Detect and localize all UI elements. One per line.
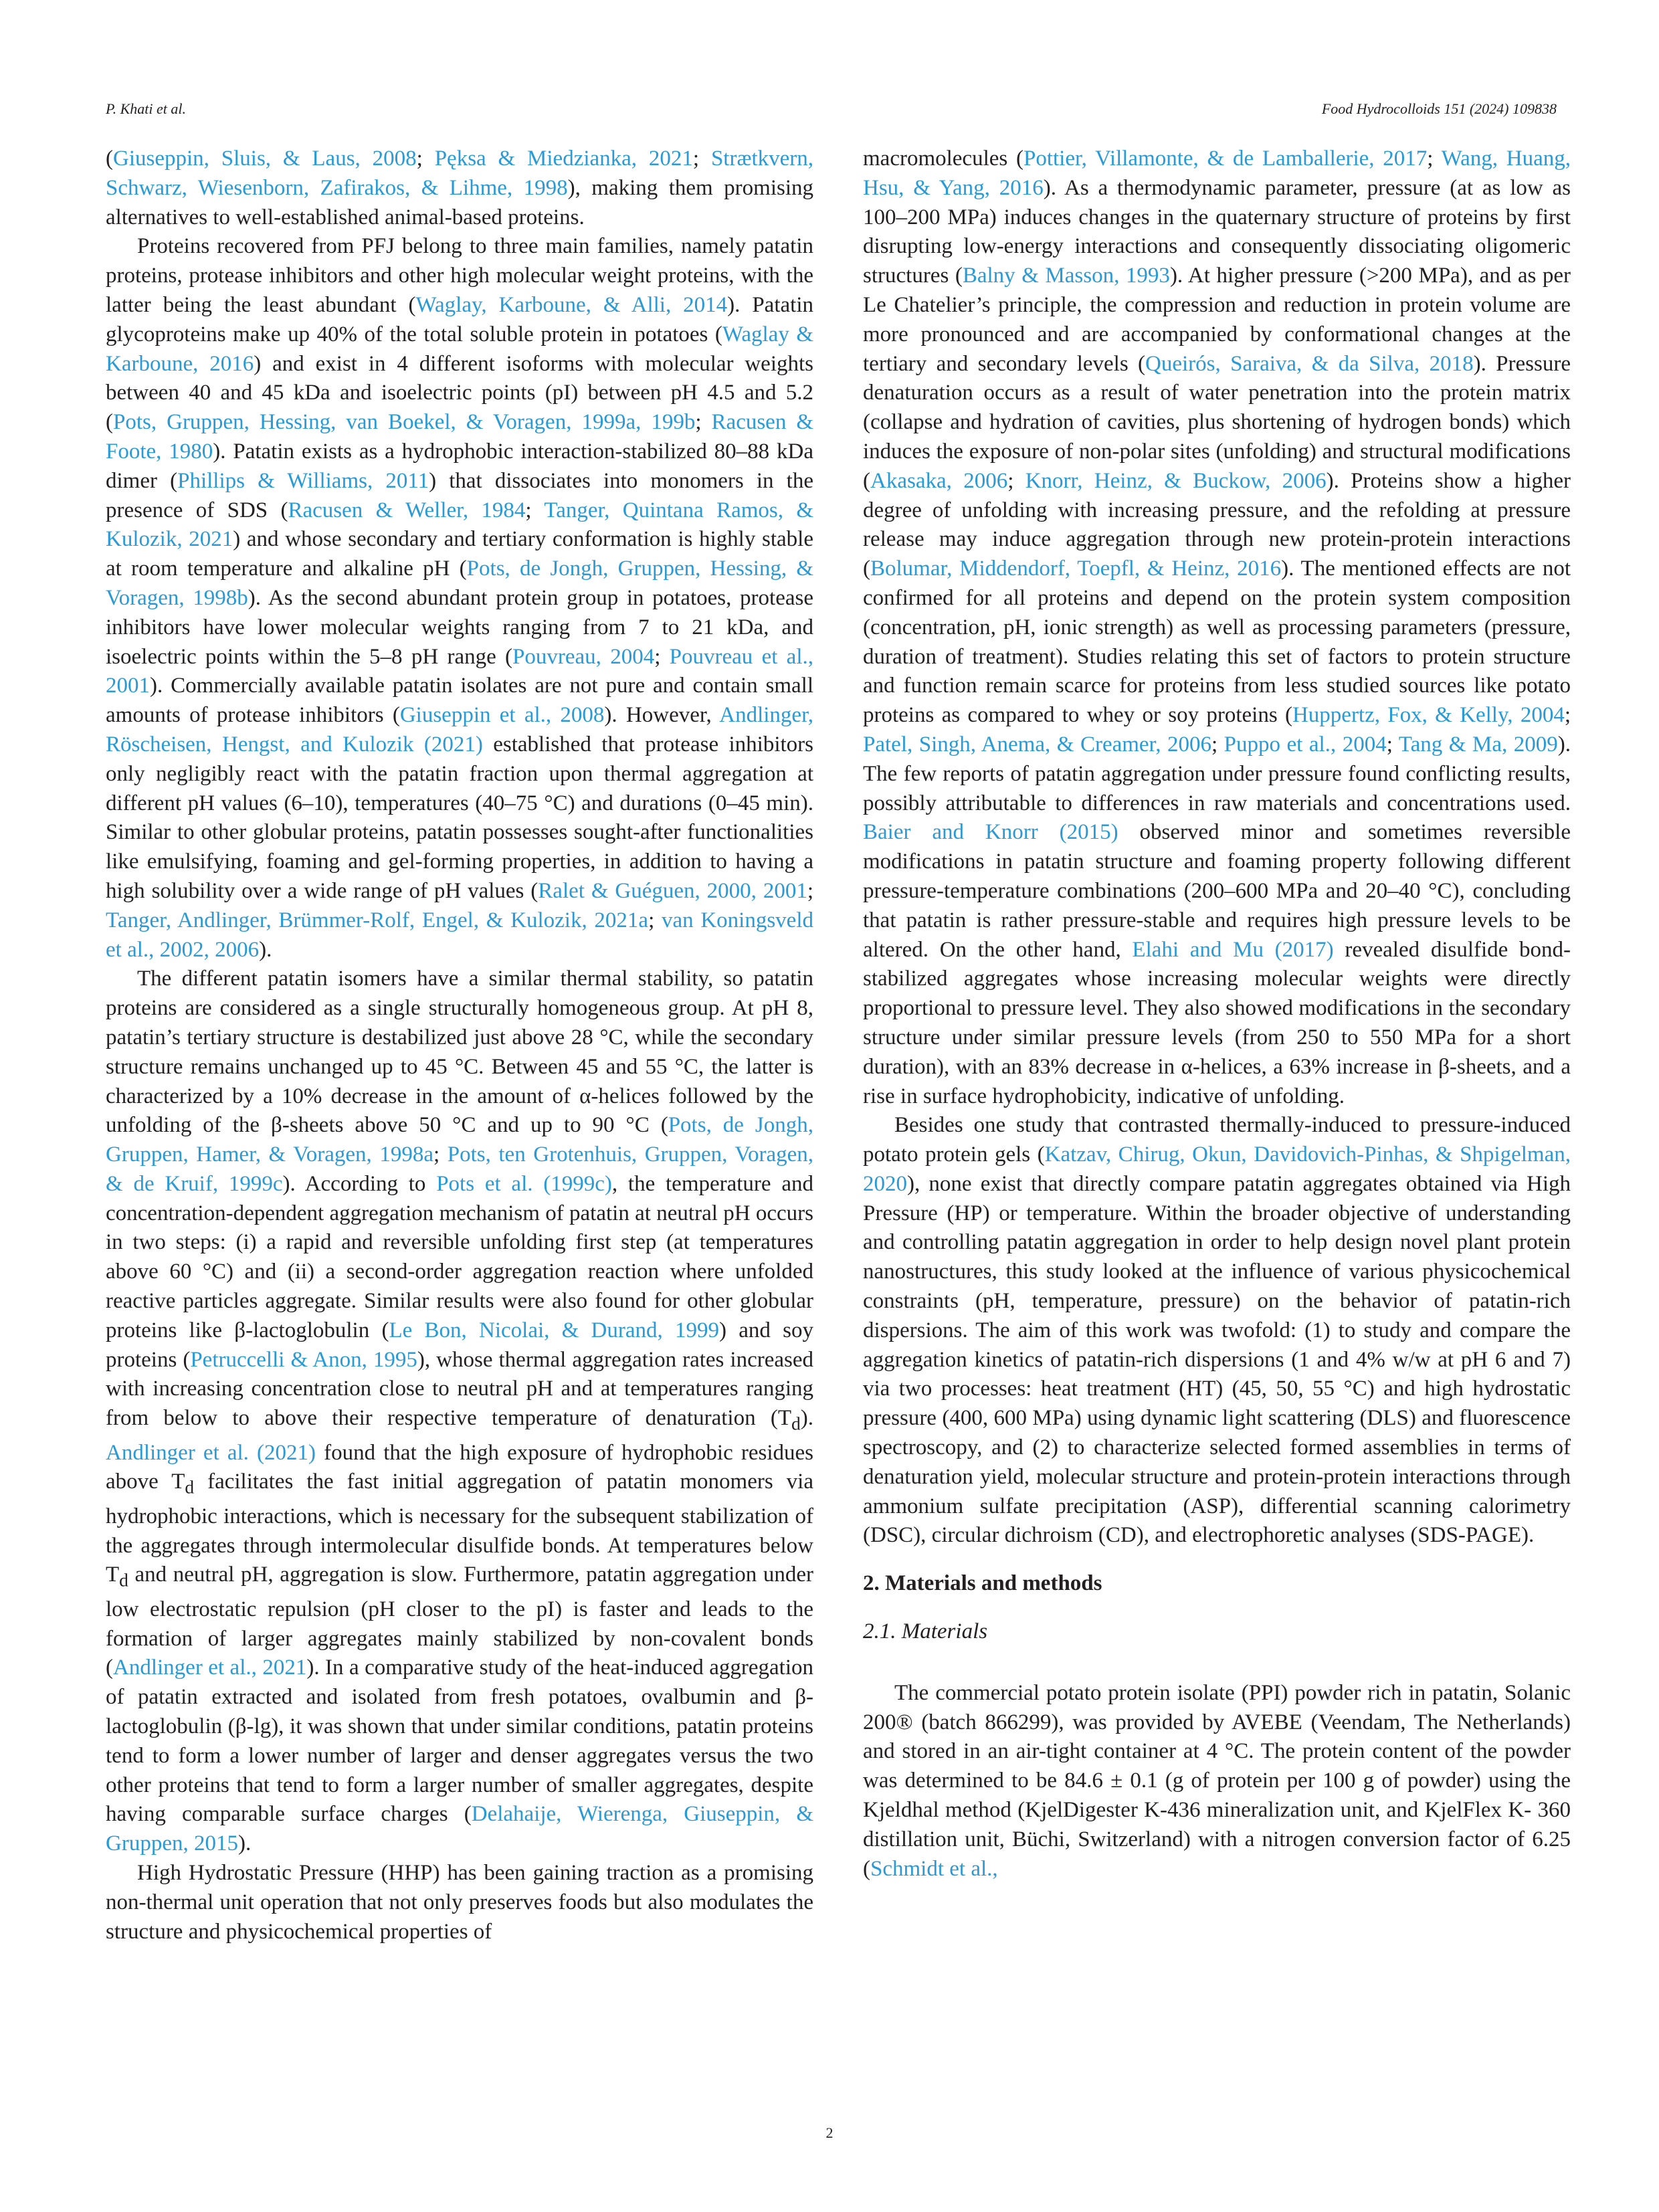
body-text: observed minor and sometimes reversible modifications in patatin structure and foaming property following different pressure-temperature combinations (200–600 MPa and 20–40 °C), concluding that patatin is rather pressure-stable and requires high pressure levels to be altered. On the other hand, [863,820,1571,962]
body-text: ; [416,146,435,171]
citation-link[interactable]: Andlinger, Röscheisen, Hengst, and Kulozik (2021) [106,703,813,757]
body-text: ). Patatin exists as a hydrophobic interaction-stabilized 80–88 kDa dimer ( [106,439,814,493]
body-text: ; [807,878,814,903]
body-paragraph [106,144,813,232]
body-text: facilitates the fast initial aggregation of patatin monomers via hydrophobic interactions, which is necessary for the subsequent stabilization of the aggregates through intermolecular disulfide bonds. At temperatures below T [106,1470,813,1587]
citation-link[interactable]: Queirós, Saraiva, & da Silva, 2018 [1145,351,1474,376]
body-text: ; [1564,703,1571,728]
body-text: ; [1007,468,1026,493]
body-text: macromolecules ( [863,146,1023,171]
body-text: ). However, [604,703,720,728]
citation-link[interactable]: Tanger, Quintana Ramos, & Kulozik, 2021 [106,498,813,552]
citation-link[interactable]: Pots, ten Grotenhuis, Gruppen, Voragen, & de Kruif, 1999c [106,1142,813,1196]
citation-link[interactable]: Baier and Knorr (2015) [863,820,1118,845]
citation-link[interactable]: Schmidt et al., [870,1856,998,1881]
subscript: d [791,1413,801,1434]
body-text: ) and soy proteins ( [106,1318,813,1372]
citation-link[interactable]: Wang, Huang, Hsu, & Yang, 2016 [863,146,1571,200]
citation-link[interactable]: Elahi and Mu (2017) [1132,937,1334,962]
citation-link[interactable]: van Koningsveld et al., 2002, 2006 [106,908,814,962]
subsection-heading: 2.1. Materials [863,1619,988,1644]
citation-link[interactable]: Pots, de Jongh, Gruppen, Hamer, & Voragen, 1998a [106,1113,813,1167]
body-text: ; [1386,732,1399,757]
citation-link[interactable]: Ralet & Guéguen, 2000, 2001 [538,878,807,903]
running-header-journal: Food Hydrocolloids 151 (2024) 109838 [1321,100,1557,117]
body-text: ), making them promising alternatives to well-established animal-based proteins. [106,175,814,229]
body-text: ; [1427,146,1442,171]
citation-link[interactable]: Giuseppin et al., 2008 [399,703,605,728]
body-text: revealed disulfide bond-stabilized aggregates whose increasing molecular weights were directly proportional to pressure level. They also showed modifications in the secondary structure under similar pressure levels (from 250 to 550 MPa for a short duration), with an 83% decrease in α-helices, a 63% increase in β-sheets, and a rise in surface hydrophobicity, indicative of unfolding. [863,937,1571,1108]
body-text: ; [654,644,670,669]
citation-link[interactable]: Patel, Singh, Anema, & Creamer, 2006 [863,732,1211,757]
body-text: ; [692,146,711,171]
subscript: d [119,1570,128,1591]
body-text: Proteins recovered from PFJ belong to three main families, namely patatin proteins, protease inhibitors and other high molecular weight proteins, with the latter being the least abundant ( [106,234,813,317]
body-text: ). At higher pressure (>200 MPa), and as per Le Chatelier’s principle, the compression and reduction in protein volume are more pronounced and are accompanied by conformational changes at the tertiary and secondary levels ( [863,264,1571,376]
body-text: ). In a comparative study of the heat-induced aggregation of patatin extracted and isolated from fresh potatoes, ovalbumin and β-lactoglobulin (β-lg), it was shown that under similar conditions, patatin proteins tend to form a lower number of larger and denser aggregates versus the two other proteins that tend to form a larger number of smaller aggregates, despite having comparable surface charges ( [106,1655,813,1827]
body-text: The different patatin isomers have a similar thermal stability, so patatin proteins are considered as a single structurally homogeneous group. At pH 8, patatin’s tertiary structure is destabilized just above 28 °C, while the secondary structure remains unchanged up to 45 °C. Between 45 and 55 °C, the latter is characterized by a 10% decrease in the amount of α-helices followed by the unfolding of the β-sheets above 50 °C and up to 90 °C ( [106,967,813,1138]
body-text: ). [237,1831,252,1856]
page-number: 2 [825,2124,834,2141]
body-text: ; [648,908,662,932]
right-column-paragraphs [863,144,1571,1550]
body-text: ). According to [282,1171,437,1196]
citation-link[interactable]: Tanger, Andlinger, Brümmer-Rolf, Engel, & Kulozik, 2021a [106,908,649,932]
citation-link[interactable]: Pouvreau et al., 2001 [106,644,813,698]
citation-link[interactable]: Waglay, Karboune, & Alli, 2014 [415,292,728,317]
body-text: ). [800,1406,813,1431]
body-text: ). As the second abundant protein group in potatoes, protease inhibitors have lower molecular weights ranging from 7 to 21 kDa, and isoelectric points within the 5–8 pH range ( [106,585,813,669]
body-text: established that protease inhibitors only negligibly react with the patatin fraction upon thermal aggregation at different pH values (6–10), temperatures (40–75 °C) and durations (0–45 min). Similar to other globular proteins, patatin possesses sought-after functionalities like emulsifying, foaming and gel-forming properties, in addition to having a high solubility over a wide range of pH values ( [106,732,813,903]
body-paragraph [863,144,1571,1111]
citation-link[interactable]: Le Bon, Nicolai, & Durand, 1999 [389,1318,720,1342]
body-text: ). The few reports of patatin aggregation under pressure found conflicting results, possibly attributable to differences in raw materials and concentrations used. [863,732,1571,815]
body-paragraph [106,965,813,1859]
citation-link[interactable]: Pots, Gruppen, Hessing, van Boekel, & Voragen, 1999a, 199b [113,410,696,435]
running-header-authors: P. Khati et al. [106,100,186,117]
body-text: Besides one study that contrasted thermally-induced to pressure-induced potato protein gels ( [863,1113,1571,1167]
body-text: ), whose thermal aggregation rates increased with increasing concentration close to neutral pH and at temperatures ranging from below to above their respective temperature of denaturation (T [106,1347,813,1431]
citation-link[interactable]: Knorr, Heinz, & Buckow, 2006 [1025,468,1327,493]
materials-paragraph [863,1679,1571,1884]
body-text: ) and whose secondary and tertiary conformation is highly stable at room temperature and alkaline pH ( [106,527,813,581]
body-text: The commercial potato protein isolate (PPI) powder rich in patatin, Solanic 200® (batch 866299), was provided by AVEBE (Veendam, The Netherlands) and stored in an air-tight container at 4 °C. The protein content of the powder was determined to be 84.6 ± 0.1 (g of protein per 100 g of powder) using the Kjeldhal method (KjelDigester K-436 mineralization unit, and KjelFlex K- 360 distillation unit, Büchi, Switzerland) with a nitrogen conversion factor of 6.25 ( [863,1680,1571,1881]
subscript: d [185,1477,195,1498]
body-text: ) and exist in 4 different isoforms with molecular weights between 40 and 45 kDa and isoelectric points (pI) between pH 4.5 and 5.2 ( [106,351,813,435]
body-text: ; [433,1142,448,1167]
citation-link[interactable]: Pęksa & Miedzianka, 2021 [434,146,693,171]
body-text: found that the high exposure of hydrophobic residues above T [106,1440,813,1494]
body-text: , the temperature and concentration-dependent aggregation mechanism of patatin at neutral pH occurs in two steps: (i) a rapid and reversible unfolding first step (at temperatures above 60 °C) and (ii) a second-order aggregation reaction where unfolded reactive particles aggregate. Similar results were also found for other globular proteins like β-lactoglobulin ( [106,1171,813,1342]
citation-link[interactable]: Waglay & Karboune, 2016 [106,322,813,376]
citation-link[interactable]: Phillips & Williams, 2011 [177,468,429,493]
left-column [106,144,813,1946]
citation-link[interactable]: Andlinger et al. (2021) [106,1440,316,1465]
right-column [863,144,1571,1884]
citation-link[interactable]: Racusen & Weller, 1984 [288,498,526,522]
body-paragraph [106,232,813,965]
citation-link[interactable]: Racusen & Foote, 1980 [106,410,813,464]
citation-link[interactable]: Pouvreau, 2004 [512,644,655,669]
body-text: ). Patatin glycoproteins make up 40% of the total soluble protein in potatoes ( [106,292,813,346]
citation-link[interactable]: Balny & Masson, 1993 [962,264,1170,288]
citation-link[interactable]: Strætkvern, Schwarz, Wiesenborn, Zafirakos, & Lihme, 1998 [106,146,814,200]
citation-link[interactable]: Pots et al. (1999c) [436,1171,612,1196]
citation-link[interactable]: Delahaije, Wierenga, Giuseppin, & Gruppen, 2015 [106,1802,813,1856]
body-text: ; [525,498,545,522]
citation-link[interactable]: Giuseppin, Sluis, & Laus, 2008 [113,146,417,171]
citation-link[interactable]: Tang & Ma, 2009 [1398,732,1558,757]
body-text: ). Proteins show a higher degree of unfolding with increasing pressure, and the refolding at pressure release may induce aggregation through new protein-protein interactions ( [863,468,1571,581]
citation-link[interactable]: Pottier, Villamonte, & de Lamballerie, 2017 [1023,146,1428,171]
citation-link[interactable]: Petruccelli & Anon, 1995 [190,1347,417,1372]
citation-link[interactable]: Akasaka, 2006 [870,468,1008,493]
body-text: ( [106,146,113,171]
body-text: ), none exist that directly compare patatin aggregates obtained via High Pressure (HP) or temperature. Within the broader objective of understanding and controlling patatin aggregation in order to help design novel plant protein nanostructures, this study looked at the influence of various physicochemical constraints (pH, temperature, pressure) on the behavior of patatin-rich dispersions. The aim of this work was twofold: (1) to study and compare the aggregation kinetics of patatin-rich dispersions (1 and 4% w/w at pH 6 and 7) via two processes: heat treatment (HT) (45, 50, 55 °C) and high hydrostatic pressure (400, 600 MPa) using dynamic light scattering (DLS) and fluorescence spectroscopy, and (2) to characterize selected formed assemblies in terms of denaturation yield, molecular structure and protein-protein interactions through ammonium sulfate precipitation (ASP), differential scanning calorimetry (DSC), circular dichroism (CD), and electrophoretic analyses (SDS-PAGE). [863,1171,1571,1548]
body-text: ). [259,937,272,962]
body-text: and neutral pH, aggregation is slow. Furthermore, patatin aggregation under low electrostatic repulsion (pH closer to the pI) is faster and leads to the formation of larger aggregates mainly stabilized by non-covalent bonds ( [106,1563,813,1680]
citation-link[interactable]: Bolumar, Middendorf, Toepfl, & Heinz, 2016 [870,557,1282,581]
body-text: ; [695,410,712,435]
citation-link[interactable]: Andlinger et al., 2021 [113,1655,307,1680]
body-paragraph [863,1111,1571,1550]
citation-link[interactable]: Puppo et al., 2004 [1224,732,1387,757]
body-text: ; [1211,732,1224,757]
body-text: ). Commercially available patatin isolates are not pure and contain small amounts of protease inhibitors ( [106,674,813,728]
body-text: ) that dissociates into monomers in the presence of SDS ( [106,468,813,522]
body-text: ). As a thermodynamic parameter, pressure (at as low as 100–200 MPa) induces changes in the quaternary structure of proteins by first disrupting low-energy interactions and consequently dissociating oligomeric structures ( [863,175,1571,288]
body-text: ). Pressure denaturation occurs as a result of water penetration into the protein matrix (collapse and hydration of cavities, plus shortening of hydrogen bonds) which induces the exposure of non-polar sites (unfolding) and structural modifications ( [863,351,1571,493]
citation-link[interactable]: Huppertz, Fox, & Kelly, 2004 [1292,703,1565,728]
body-text: High Hydrostatic Pressure (HHP) has been gaining traction as a promising non-thermal unit operation that not only preserves foods but also modulates the structure and physicochemical properties of [106,1861,813,1944]
citation-link[interactable]: Katzav, Chirug, Okun, Davidovich-Pinhas, & Shpigelman, 2020 [863,1142,1571,1196]
citation-link[interactable]: Pots, de Jongh, Gruppen, Hessing, & Voragen, 1998b [106,557,813,610]
body-paragraph [106,1859,813,1946]
section-heading: 2. Materials and methods [863,1571,1102,1596]
body-text: ). The mentioned effects are not confirmed for all proteins and depend on the protein system composition (concentration, pH, ionic strength) as well as processing parameters (pressure, duration of treatment). Studies relating this set of factors to protein structure and function remain scarce for proteins from less studied sources like potato proteins as compared to whey or soy proteins ( [863,557,1571,728]
